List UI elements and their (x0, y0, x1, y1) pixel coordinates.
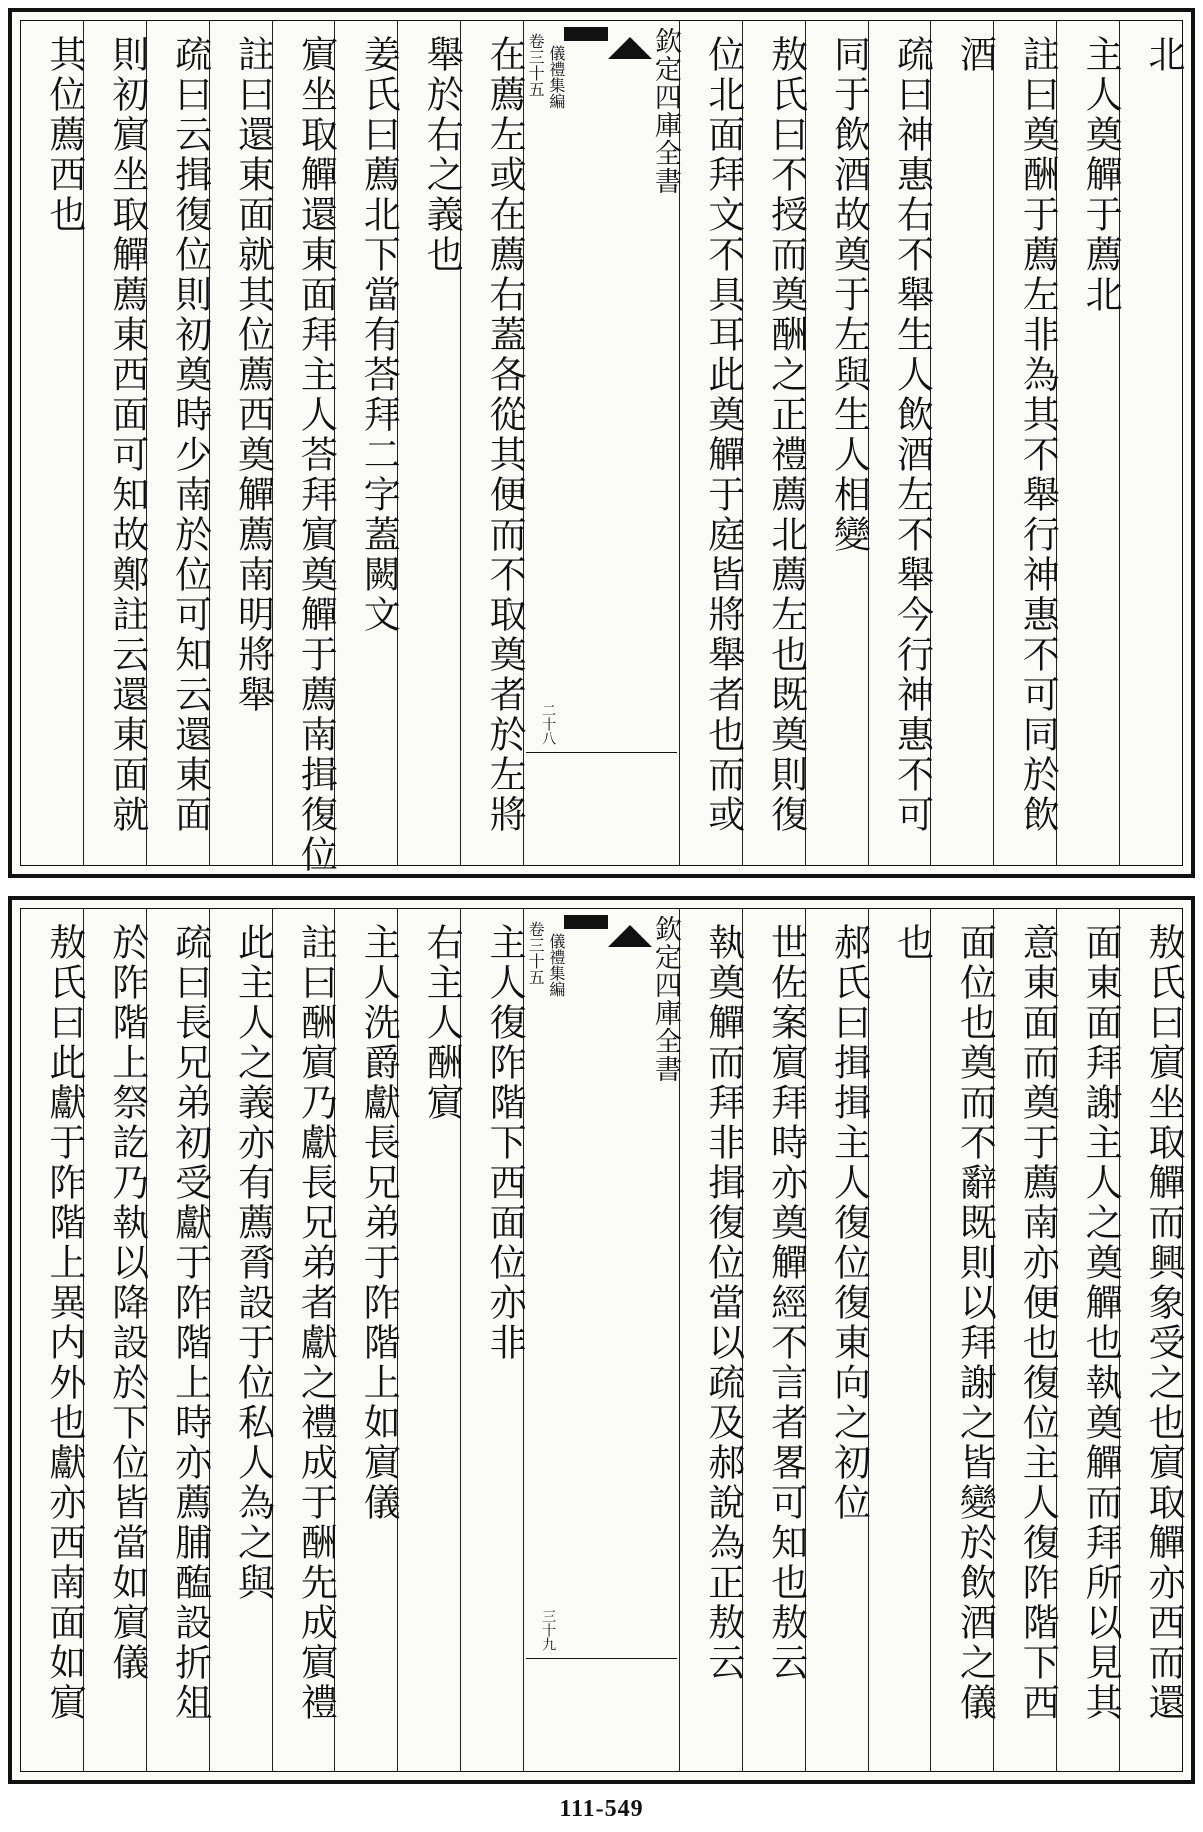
text-column: 郝氏曰揖揖主人復位復東向之初位 (805, 909, 868, 1771)
folio-number: 三十九 (540, 1609, 557, 1651)
text-column: 面東面拜謝主人之奠觶也執奠觶而拜所以見其 (1056, 909, 1119, 1771)
volume-number: 卷三十五 (526, 921, 546, 985)
center-fold (523, 909, 679, 1771)
collection-title: 儀禮集編 (546, 933, 566, 997)
page-number: 111-549 (559, 1796, 644, 1822)
text-column: 其位薦西也 (42, 35, 86, 235)
text-column: 位北面拜文不具耳此奠觶于庭皆將舉者也而或 (679, 21, 742, 865)
fish-tail-mark (608, 37, 652, 59)
text-column: 疏曰神惠右不舉生人飲酒左不舉今行神惠不可 (868, 21, 931, 865)
text-column: 敖氏曰賔坐取觶而興象受之也賔取觶亦西而還 (1119, 909, 1182, 1771)
text-column: 執奠觶而拜非揖復位當以疏及郝說為正敖云 (679, 909, 742, 1771)
text-column: 酒 (930, 21, 993, 865)
text-column: 北 (1119, 21, 1182, 865)
text-column: 右主人酬賔 (397, 909, 460, 1771)
text-column: 主人復阼階下西面位亦非 (460, 909, 523, 1771)
folio-number: 二十八 (540, 703, 557, 745)
text-column: 主人奠觶于薦北 (1056, 21, 1119, 865)
fish-tail-bar (564, 915, 608, 929)
center-fold (523, 21, 679, 865)
text-column: 則初賔坐取觶薦東西面可知故鄭註云還東面就 (83, 21, 146, 865)
text-column: 主人洗爵獻長兄弟于阼階上如賔儀 (334, 909, 397, 1771)
text-column: 於阼階上祭訖乃執以降設於下位皆當如賔儀 (83, 909, 146, 1771)
folio-rule (526, 1658, 677, 1660)
text-column: 在薦左或在薦右蓋各從其便而不取奠者於左將 (460, 21, 523, 865)
book-title: 欽定四庫全書 (649, 27, 681, 195)
fish-tail-bar (564, 27, 608, 41)
text-column: 註曰還東面就其位薦西奠觶薦南明將舉 (209, 21, 272, 865)
text-column: 疏曰長兄弟初受獻于阼階上時亦薦脯醢設折俎 (146, 909, 209, 1771)
top-page-frame (20, 20, 1185, 875)
text-column: 也 (868, 909, 931, 1771)
book-title: 欽定四庫全書 (649, 915, 681, 1083)
text-column: 姜氏曰薦北下當有荅拜二字蓋闕文 (334, 21, 397, 865)
text-column: 此主人之義亦有薦脀設于位私人為之與 (209, 909, 272, 1771)
bottom-page (8, 896, 1195, 1784)
text-column: 賔坐取觶還東面拜主人荅拜賔奠觶于薦南揖復位 (272, 21, 335, 865)
text-column: 舉於右之義也 (397, 21, 460, 865)
text-column: 疏曰云揖復位則初奠時少南於位可知云還東面 (146, 21, 209, 865)
top-page (8, 8, 1195, 878)
text-column: 意東面而奠于薦南亦便也復位主人復阼階下西 (993, 909, 1056, 1771)
collection-title: 儀禮集編 (546, 45, 566, 109)
text-column: 世佐案賔拜時亦奠觶經不言者畧可知也敖云 (742, 909, 805, 1771)
bottom-page-frame (20, 908, 1183, 1772)
fish-tail-mark (608, 925, 652, 947)
volume-number: 卷三十五 (526, 33, 546, 97)
text-column: 註曰酬賔乃獻長兄弟者獻之禮成于酬先成賔禮 (272, 909, 335, 1771)
text-column: 註曰奠酬于薦左非為其不舉行神惠不可同於飲 (993, 21, 1056, 865)
text-column: 面位也奠而不辭既則以拜謝之皆變於飲酒之儀 (930, 909, 993, 1771)
text-column: 同于飲酒故奠于左與生人相變 (805, 21, 868, 865)
text-column: 敖氏曰不授而奠酬之正禮薦北薦左也既奠則復 (742, 21, 805, 865)
text-column: 敖氏曰此獻于阼階上異内外也獻亦西南面如賔 (42, 923, 86, 1723)
folio-rule (526, 752, 677, 754)
